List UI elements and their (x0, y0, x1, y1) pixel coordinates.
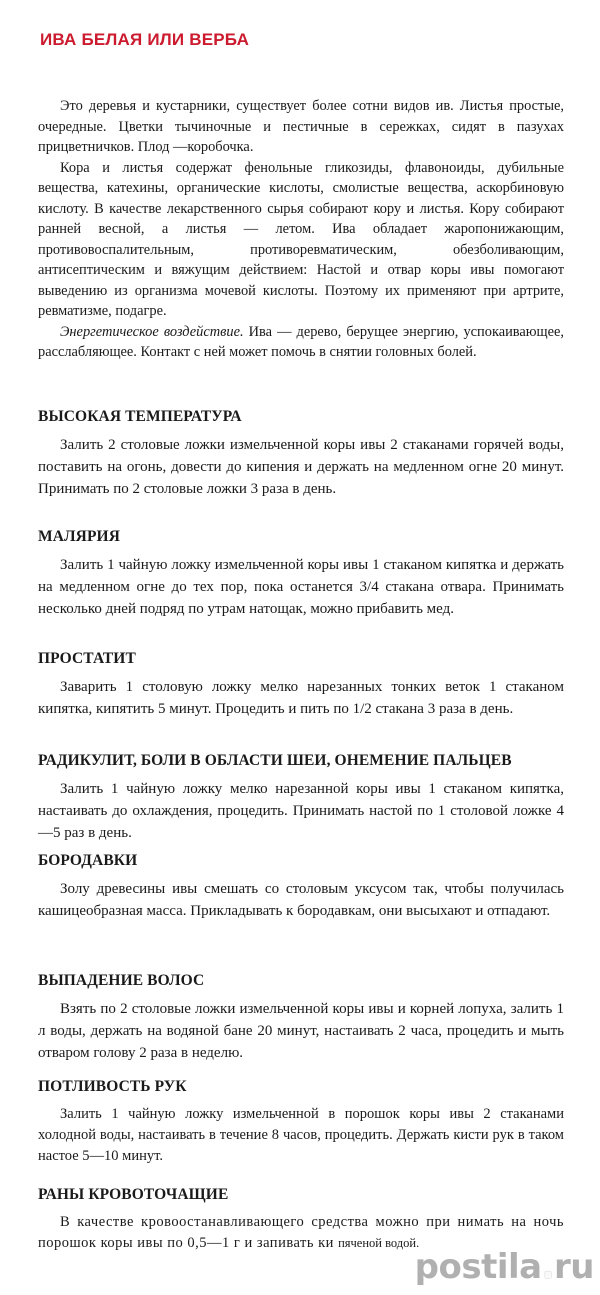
section-hair-loss (38, 972, 564, 1064)
section-text: Золу древесины ивы смешать со столовым уксусом так, чтобы получилась кашицеобразная масса. Прикладывать к бородавкам, они высыхают и отпадают. (38, 881, 564, 919)
section-text: Залить 1 чайную ложку измельченной коры ивы 1 стаканом кипятка и держать на медленном огне до тех пор, пока останется 3/4 стакана отвара. Принимать несколько дней подряд по утрам натощак, можно прибавить мед. (38, 557, 564, 617)
section-heading: МАЛЯРИЯ (38, 528, 120, 545)
energy-label: Энергетическое воздействие. (60, 323, 244, 340)
section-text: Заварить 1 столовую ложку мелко нарезанных тонких веток 1 стаканом кипятка, кипятить 5 минут. Процедить и пить по 1/2 стакана 3 раза в день. (38, 679, 564, 717)
energy-text: Ива — дерево, берущее энергию, успокаивающее, расслабляющее. Контакт с ней может помочь в снятии головных болей. (38, 323, 565, 360)
section-text-tail: пяченой водой. (338, 1236, 420, 1250)
section-text: Залить 1 чайную ложку мелко нарезанной коры ивы 1 стаканом кипятка, настаивать до охлаждения, процедить. Принимать настой по 1 столовой ложке 4—5 раз в день. (38, 781, 564, 841)
section-heading: РАНЫ КРОВОТОЧАЩИЕ (38, 1186, 229, 1203)
watermark-logo (415, 1247, 594, 1287)
section-heading: ВЫСОКАЯ ТЕМПЕРАТУРА (38, 408, 242, 425)
section-prostatitis (38, 650, 564, 720)
section-heading: ПОТЛИВОСТЬ РУК (38, 1078, 187, 1095)
section-heading: ВЫПАДЕНИЕ ВОЛОС (38, 972, 205, 989)
section-bleeding-wounds (38, 1186, 564, 1254)
section-heading: ПРОСТАТИТ (38, 650, 136, 667)
intro-paragraph-description: Это деревья и кустарники, существует более сотни видов ив. Листья простые, очередные. Цветки тычиночные и пестичные в сережках, сидят в пазухах прицветничков. Плод —коробочка. (38, 98, 564, 155)
intro-section (38, 96, 564, 363)
watermark-right: ru (554, 1247, 594, 1287)
section-malaria (38, 528, 564, 620)
section-heading: БОРОДАВКИ (38, 852, 138, 869)
section-radiculitis (38, 752, 564, 844)
section-text-main: В качестве кровоостанавливающего средства можно при нимать на ночь порошок коры ивы по 0,5—1 г и запивать ки (38, 1214, 564, 1251)
section-text: Взять по 2 столовые ложки измельченной коры ивы и корней лопуха, залить 1 л воды, держать на водяной бане 20 минут, настаивать 2 часа, процедить и мыть отваром голову 2 раза в неделю. (38, 1001, 564, 1061)
section-sweaty-hands (38, 1078, 564, 1167)
section-text: Залить 1 чайную ложку измельченной в порошок коры ивы 2 стаканами холодной воды, настаивать в течение 8 часов, процедить. Держать кисти рук в таком настое 5—10 минут. (38, 1106, 564, 1164)
section-fever (38, 408, 564, 500)
section-warts (38, 852, 564, 922)
watermark-dot: . (541, 1247, 555, 1287)
page-title: ИВА БЕЛАЯ ИЛИ ВЕРБА (40, 30, 250, 49)
intro-paragraph-composition: Кора и листья содержат фенольные гликозиды, флавоноиды, дубильные вещества, катехины, органические кислоты, смолистые вещества, аскорбиновую кислоту. В качестве лекарственного сырья собирают кору и листья. Кору собирают ранней весной, а листья — летом. Ива обладает жаропонижающим, противовоспалительным, противоревматическим, обезболивающим, антисептическим и вяжущим действием: Настой и отвар коры ивы помогают выведению из организма мочевой кислоты. Поэтому их применяют при артрите, ревматизме, подагре. (38, 159, 564, 319)
section-heading: РАДИКУЛИТ, БОЛИ В ОБЛАСТИ ШЕИ, ОНЕМЕНИЕ ПАЛЬЦЕВ (38, 752, 512, 769)
watermark-left: postila (414, 1247, 542, 1287)
intro-paragraph-energy (38, 322, 564, 363)
section-text: Залить 2 столовые ложки измельченной коры ивы 2 стаканами горячей воды, поставить на огонь, довести до кипения и держать на медленном огне 20 минут. Принимать по 2 столовые ложки 3 раза в день. (38, 437, 564, 497)
